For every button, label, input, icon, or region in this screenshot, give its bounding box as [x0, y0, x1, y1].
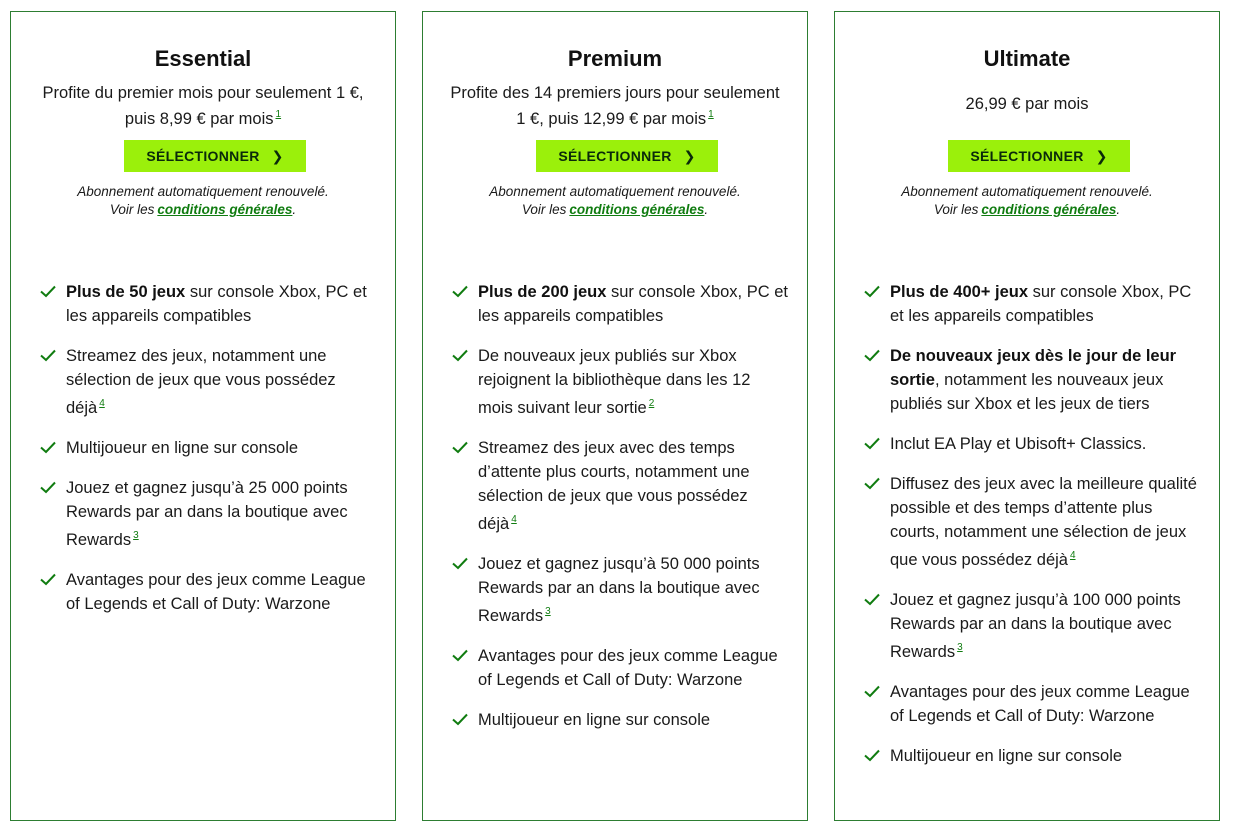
terms-link[interactable]: conditions générales: [981, 202, 1117, 217]
feature-item: [451, 644, 789, 692]
feature-item: [451, 552, 789, 628]
select-button-label: SÉLECTIONNER: [558, 148, 672, 164]
price-line-1: 26,99 € par mois: [965, 95, 1089, 113]
check-icon: [863, 746, 881, 764]
plan-title: Essential: [154, 46, 252, 71]
feature-highlight: De nouveaux jeux dès le jour de leur sortie: [890, 347, 1177, 389]
chevron-right-icon: ❯: [683, 147, 696, 164]
footnote-link[interactable]: 4: [511, 514, 517, 525]
terms-suffix: .: [704, 202, 709, 217]
price-line-1: Profite du premier mois pour seulement 1 €,: [42, 84, 364, 102]
check-icon: [863, 282, 881, 300]
feature-item: [863, 744, 1201, 768]
feature-text: Streamez des jeux avec des temps d’attente plus courts, notamment une sélection de jeux que vous possédez déjà: [478, 439, 750, 533]
feature-item: [451, 344, 789, 420]
feature-text: Avantages pour des jeux comme League of Legends et Call of Duty: Warzone: [890, 683, 1190, 725]
check-icon: [863, 474, 881, 492]
terms-prefix: Voir les: [521, 202, 567, 217]
feature-text: Streamez des jeux, notamment une sélection de jeux que vous possédez déjà: [66, 347, 336, 417]
select-button-label: SÉLECTIONNER: [146, 148, 260, 164]
feature-text: sur console Xbox, PC et les appareils compatibles: [478, 283, 788, 325]
feature-list: [863, 280, 1201, 784]
feature-item: [863, 344, 1201, 416]
terms-prefix: Voir les: [109, 202, 155, 217]
plan-card-ultimate: [834, 11, 1220, 821]
plan-price: [33, 82, 373, 130]
check-icon: [863, 590, 881, 608]
feature-item: [863, 680, 1201, 728]
check-icon: [863, 682, 881, 700]
plan-price: [857, 93, 1197, 115]
footnote-link[interactable]: 1: [275, 109, 282, 120]
select-button[interactable]: [536, 140, 718, 172]
auto-renew-text: Abonnement automatiquement renouvelé.: [901, 184, 1153, 199]
chevron-right-icon: ❯: [1095, 147, 1108, 164]
feature-item: [39, 436, 377, 460]
chevron-right-icon: ❯: [271, 147, 284, 164]
auto-renew-text: Abonnement automatiquement renouvelé.: [489, 184, 741, 199]
feature-item: [39, 476, 377, 552]
check-icon: [451, 282, 469, 300]
feature-text: Inclut EA Play et Ubisoft+ Classics.: [890, 435, 1147, 453]
check-icon: [451, 710, 469, 728]
footnote-link[interactable]: 4: [1069, 550, 1076, 561]
feature-item: [863, 280, 1201, 328]
plan-price: [445, 82, 785, 130]
select-button[interactable]: [124, 140, 306, 172]
feature-text: Avantages pour des jeux comme League of Legends et Call of Duty: Warzone: [66, 571, 366, 613]
auto-renew-note: [11, 183, 395, 219]
plan-title: Premium: [567, 46, 663, 71]
check-icon: [39, 438, 57, 456]
feature-text: sur console Xbox, PC et les appareils compatibles: [66, 283, 367, 325]
plan-card-essential: [10, 11, 396, 821]
check-icon: [451, 438, 469, 456]
select-button[interactable]: [948, 140, 1130, 172]
feature-text: Multijoueur en ligne sur console: [66, 439, 299, 457]
check-icon: [39, 570, 57, 588]
feature-text: Jouez et gagnez jusqu’à 25 000 points Rewards par an dans la boutique avec Rewards: [66, 479, 348, 549]
terms-prefix: Voir les: [933, 202, 979, 217]
feature-text: Jouez et gagnez jusqu’à 50 000 points Rewards par an dans la boutique avec Rewards: [478, 555, 760, 625]
terms-link[interactable]: conditions générales: [157, 202, 293, 217]
auto-renew-note: [835, 183, 1219, 219]
feature-item: [39, 344, 377, 420]
auto-renew-text: Abonnement automatiquement renouvelé.: [77, 184, 329, 199]
check-icon: [863, 346, 881, 364]
feature-highlight: Plus de 200 jeux: [478, 283, 607, 301]
select-button-label: SÉLECTIONNER: [970, 148, 1084, 164]
feature-text: Avantages pour des jeux comme League of Legends et Call of Duty: Warzone: [478, 647, 778, 689]
check-icon: [451, 346, 469, 364]
check-icon: [451, 554, 469, 572]
feature-item: [863, 588, 1201, 664]
terms-suffix: .: [1116, 202, 1121, 217]
feature-item: [451, 280, 789, 328]
feature-item: [863, 472, 1201, 572]
price-line-2: puis 8,99 € par mois: [124, 110, 274, 128]
price-line-2: 1 €, puis 12,99 € par mois: [516, 110, 707, 128]
footnote-link[interactable]: 3: [957, 642, 963, 653]
auto-renew-note: [423, 183, 807, 219]
feature-highlight: Plus de 400+ jeux: [890, 283, 1029, 301]
footnote-link[interactable]: 2: [648, 398, 655, 409]
feature-text: Diffusez des jeux avec la meilleure qualité possible et des temps d’attente plus courts, notamment une sélection de jeux que vous possédez déjà: [890, 475, 1197, 569]
feature-list: [39, 280, 377, 632]
check-icon: [863, 434, 881, 452]
feature-text: Multijoueur en ligne sur console: [890, 747, 1123, 765]
feature-text: De nouveaux jeux publiés sur Xbox rejoignent la bibliothèque dans les 12 mois suivant leur sortie: [478, 347, 751, 417]
terms-link[interactable]: conditions générales: [569, 202, 705, 217]
check-icon: [39, 282, 57, 300]
feature-text: Multijoueur en ligne sur console: [478, 711, 711, 729]
check-icon: [39, 478, 57, 496]
feature-item: [451, 436, 789, 536]
feature-item: [451, 708, 789, 732]
footnote-link[interactable]: 4: [99, 398, 105, 409]
feature-highlight: Plus de 50 jeux: [66, 283, 186, 301]
footnote-link[interactable]: 3: [133, 530, 139, 541]
terms-suffix: .: [292, 202, 297, 217]
feature-item: [863, 432, 1201, 456]
footnote-link[interactable]: 1: [708, 109, 714, 120]
check-icon: [451, 646, 469, 664]
feature-list: [451, 280, 789, 748]
plan-title: Ultimate: [983, 46, 1071, 71]
feature-text: sur console Xbox, PC et les appareils compatibles: [890, 283, 1192, 325]
feature-text: , notamment les nouveaux jeux publiés sur Xbox et les jeux de tiers: [890, 371, 1164, 413]
footnote-link[interactable]: 3: [545, 606, 551, 617]
feature-item: [39, 568, 377, 616]
plan-card-premium: [422, 11, 808, 821]
check-icon: [39, 346, 57, 364]
feature-text: Jouez et gagnez jusqu’à 100 000 points Rewards par an dans la boutique avec Rewards: [890, 591, 1181, 661]
feature-item: [39, 280, 377, 328]
price-line-1: Profite des 14 premiers jours pour seulement: [450, 84, 780, 102]
